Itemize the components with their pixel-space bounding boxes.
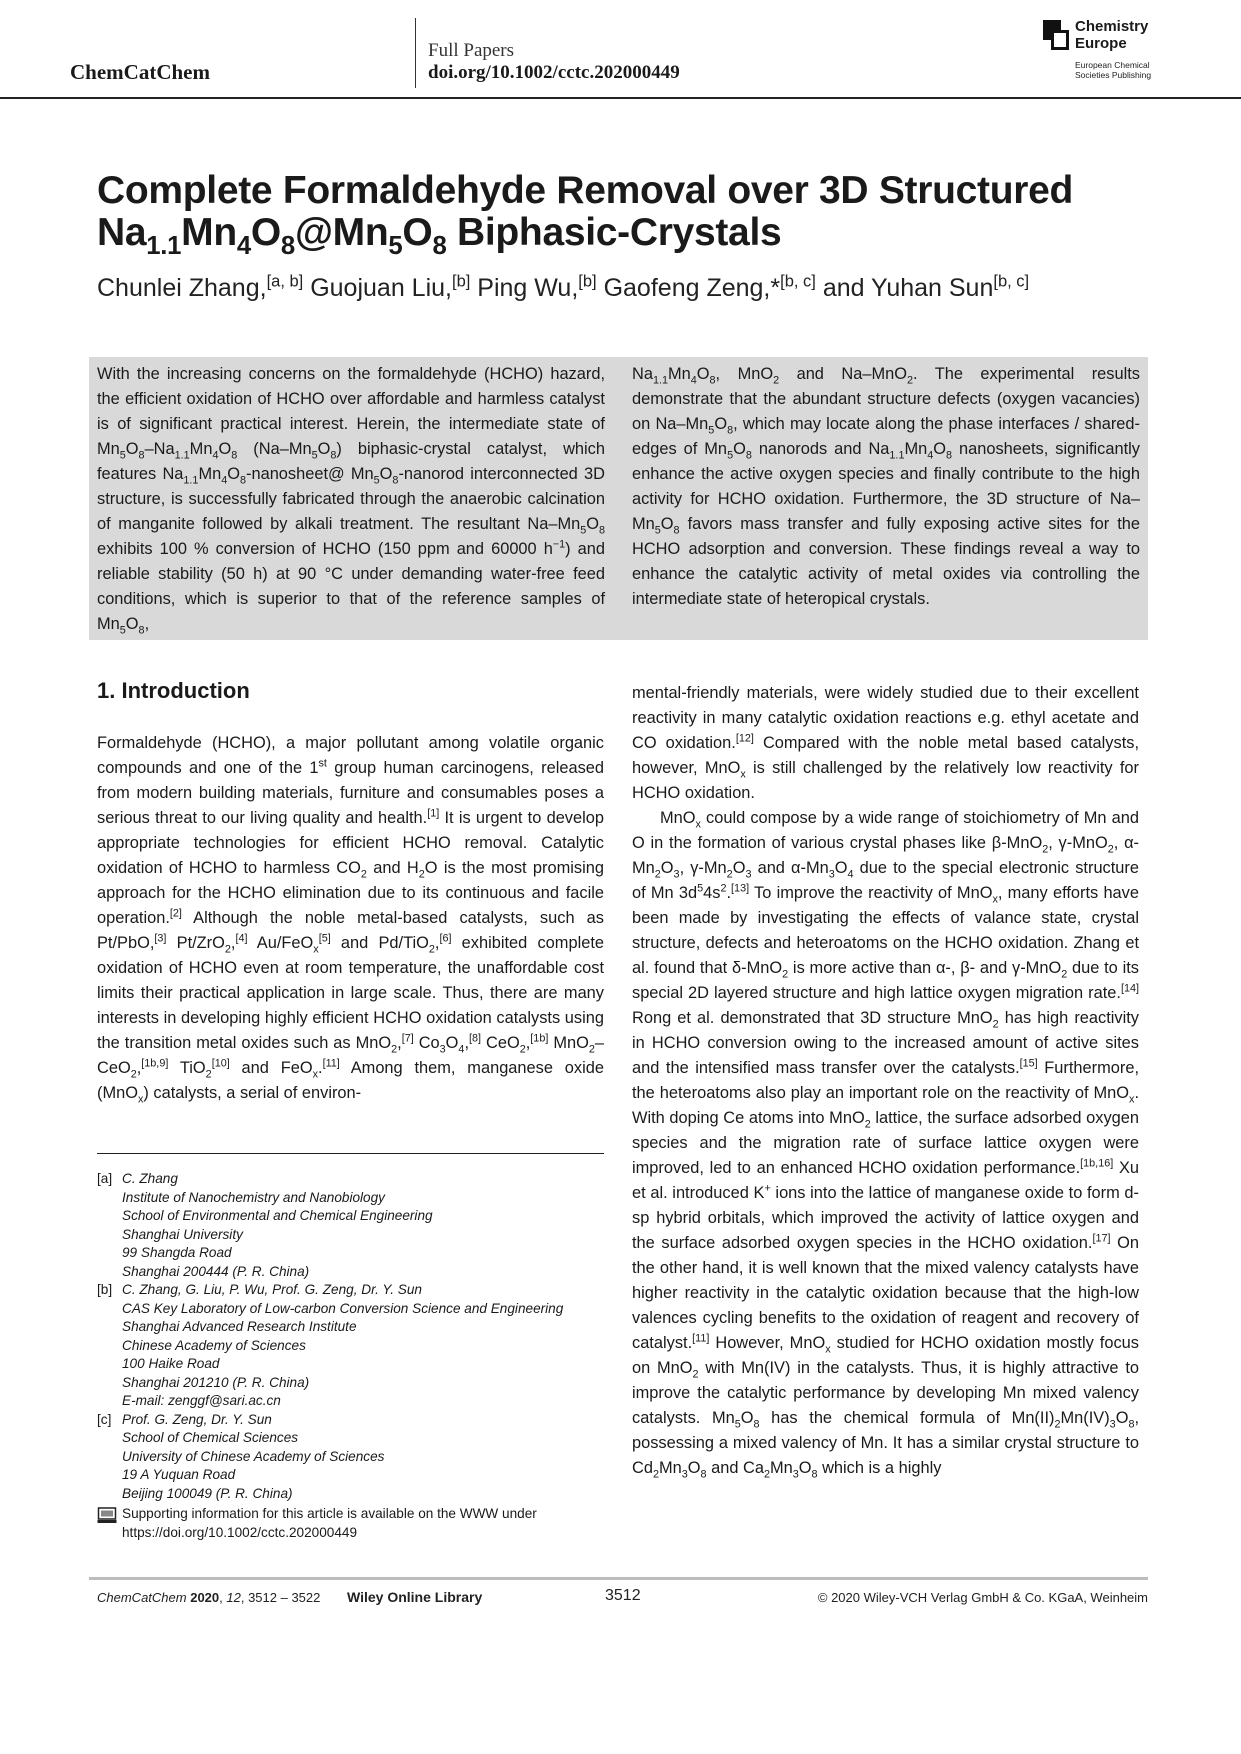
affiliation-block [97, 1170, 607, 1281]
doi-link[interactable]: doi.org/10.1002/cctc.202000449 [428, 62, 680, 83]
affiliation-label: [c] [97, 1411, 112, 1427]
affiliation-label: [b] [97, 1282, 113, 1297]
affiliation-label: [a] [97, 1171, 113, 1186]
abstract-right-column: $Na_{1.1}Mn_4O_8$, MnO$_2$ and Na–MnO$_2$. The experimental results demonstrate that the abundant structure defects (oxygen vacancies) on $Na-Mn_5O_8$, which may locate along the phase interfaces / shared-edges of $Mn_5O_8$ nanorods and $Na_{1.1}Mn_4O_8$ nanosheets, significantly enhance the active oxygen species and finally contribute to the high activity for HCHO oxidation. Furthermore, the 3D structure of $Na-Mn_5O_8$ favors mass transfer and fully exposing active sites for the HCHO adsorption and conversion. These findings reveal a way to enhance the catalytic activity of metal oxides via controlling the intermediate state of heteropical crystals. [632, 365, 1140, 608]
affiliation-line: Prof. G. Zeng, Dr. Y. Sun [122, 1411, 272, 1427]
wiley-online-library-link[interactable]: Wiley Online Library [347, 1589, 483, 1605]
supporting-info-text: Supporting information for this article is available on the WWW under https://doi.org/10.1002/cctc.202000449 [122, 1506, 537, 1540]
footer-rule [89, 1577, 1148, 1580]
paragraph: Formaldehyde (HCHO), a major pollutant among volatile organic compounds and one of the 1st group human carcinogens, released from modern building materials, furniture and consumables poses a serious threat to our living quality and health.[1] It is urgent to develop appropriate technologies for efficient HCHO removal. Catalytic oxidation of HCHO to harmless $CO_2$ and $H_2O$ is the most promising approach for the HCHO elimination due to its continuous and facile operation.[2] Although the noble metal-based catalysts, such as Pt/PbO,[3] Pt/ZrO$_2$,[4] Au/FeO$_x$[5] and Pd/TiO$_2$,[6] exhibited complete oxidation of HCHO even at room temperature, the unaffordable cost limits their practical application in large scale. Thus, there are many interests in developing highly efficient HCHO oxidation catalysts using the transition metal oxides such as MnO$_2$,[7] $Co_3O_4,[8]$ CeO$_2$,[1b] MnO$_2$–CeO$_2$,[1b,9] TiO$_2$[10] and FeO$_x$.[11] Among them, manganese oxide (MnO$_x$) catalysts, a serial of environ- [97, 734, 604, 1106]
affiliation-line: CAS Key Laboratory of Low-carbon Conversion Science and Engineering [122, 1300, 564, 1316]
affiliation-line: Beijing 100049 (P. R. China) [122, 1485, 293, 1501]
affiliation-line: 99 Shangda Road [122, 1245, 232, 1260]
footer-citation: ChemCatChem 2020, 12, 3512 – 3522 [97, 1590, 321, 1605]
publisher-subtitle-line1: European Chemical [1075, 60, 1150, 70]
body-right-column [632, 681, 1139, 1481]
supporting-info-note [97, 1505, 607, 1542]
publisher-name-line2: Europe [1075, 35, 1127, 52]
affiliation-line: University of Chinese Academy of Sciences [122, 1448, 385, 1464]
affiliation-line: Chinese Academy of Sciences [122, 1337, 306, 1353]
header-rule [0, 97, 1241, 99]
affiliation-line: 100 Haike Road [122, 1356, 220, 1371]
copyright-notice: © 2020 Wiley-VCH Verlag GmbH & Co. KGaA, Weinheim [817, 1590, 1148, 1605]
affiliation-line: Institute of Nanochemistry and Nanobiology [122, 1189, 385, 1205]
paragraph: MnO$_x$ could compose by a wide range of stoichiometry of Mn and O in the formation of various crystal phases like β-MnO$_2$, γ-MnO$_2$, $\alpha-Mn_2O_3$, $\gamma-Mn_2O_3$ and $\alpha-Mn_3O_4$ due to the special electronic structure of Mn $3d^54s^2.[13]$ To improve the reactivity of MnO$_x$, many efforts have been made by investigating the effects of valance state, crystal structure, defects and heteroatoms on the HCHO oxidation. Zhang et al. found that δ-MnO$_2$ is more active than α-, β- and γ-MnO$_2$ due to its special 2D layered structure and high lattice oxygen migration rate.[14] Rong et al. demonstrated that 3D structure MnO$_2$ has high reactivity in HCHO conversion owing to the increased amount of active sites and the intensified mass transfer over the catalysts.[15] Furthermore, the heteroatoms also play an important role on the reactivity of MnO$_x$. With doping Ce atoms into MnO$_2$ lattice, the surface adsorbed oxygen species and the migration rate of surface lattice oxygen were improved, led to an enhanced HCHO oxidation performance.[1b,16] Xu et al. introduced K+ ions into the lattice of manganese oxide to form d-sp hybrid orbitals, which improved the activity of lattice oxygen and the surface adsorbed oxygen species in the HCHO oxidation.[17] On the other hand, it is well known that the mixed valency catalysts have higher reactivity in the catalytic oxidation because that the high-low valences cycling benefits to the oxidation of reagent and recovery of catalyst.[11] However, MnO$_x$ studied for HCHO oxidation mostly focus on MnO$_2$ with Mn(IV) in the catalysts. Thus, it is highly attractive to improve the catalytic performance by developing Mn mixed valency catalysts. $Mn_5O_8$ has the chemical formula of $Mn(II)_2Mn(IV)_3O_8$, possessing a mixed valency of Mn. It has a similar crystal structure to $Cd_2Mn_3O_8$ and $Ca_2Mn_3O_8$ which is a highly [632, 809, 1140, 1481]
affiliation-line: School of Environmental and Chemical Engineering [122, 1208, 433, 1223]
page-number: 3512 [605, 1587, 641, 1604]
affiliation-line: Shanghai University [122, 1226, 243, 1242]
affiliation-line: E-mail: zenggf@sari.ac.cn [122, 1393, 281, 1408]
publisher-subtitle-line2: Societies Publishing [1075, 70, 1152, 80]
paragraph: mental-friendly materials, were widely studied due to their excellent reactivity in many catalytic oxidation reactions e.g. ethyl acetate and CO oxidation.[12] Compared with the noble metal based catalysts, however, MnO$_x$ is still challenged by the relatively low reactivity for HCHO oxidation. [632, 684, 1139, 802]
article-type: Full Papers [428, 40, 515, 61]
affiliation-block [97, 1281, 607, 1411]
footnote-rule [97, 1153, 604, 1154]
author-list: Chunlei Zhang,[a, b] Guojuan Liu,[b] Ping Wu,[b] Gaofeng Zeng,*[b, c] and Yuhan Sun[b, c] [97, 272, 1030, 302]
affiliation-line: C. Zhang, G. Liu, P. Wu, Prof. G. Zeng, Dr. Y. Sun [122, 1282, 422, 1297]
affiliation-line: School of Chemical Sciences [122, 1430, 299, 1445]
publisher-logo [1043, 18, 1183, 84]
body-left-column [97, 731, 604, 1106]
affiliation-line: Shanghai 200444 (P. R. China) [122, 1263, 310, 1279]
affiliation-line: Shanghai Advanced Research Institute [122, 1319, 357, 1334]
journal-name: ChemCatChem [70, 60, 210, 84]
affiliation-footnotes [97, 1170, 607, 1542]
computer-icon [97, 1507, 117, 1524]
affiliation-block [97, 1411, 607, 1504]
affiliation-line: C. Zhang [122, 1171, 178, 1186]
publisher-name-line1: Chemistry [1075, 18, 1149, 35]
header-divider [415, 18, 416, 88]
article-title: Complete Formaldehyde Removal over 3D Structured $Na_{1.1}Mn_4O_8@Mn_5O_8$ Biphasic-Crystals [97, 169, 1074, 260]
section-heading: 1. Introduction [97, 678, 250, 703]
affiliation-line: Shanghai 201210 (P. R. China) [122, 1374, 310, 1390]
chemistry-europe-logo-icon [1043, 20, 1069, 50]
affiliation-line: 19 A Yuquan Road [122, 1467, 236, 1482]
abstract-left-column: With the increasing concerns on the formaldehyde (HCHO) hazard, the efficient oxidation of HCHO over affordable and harmless catalyst is of significant practical interest. Herein, the intermediate state of $Mn_5O_8-Na_{1.1}Mn_4O_8$ $(Na-Mn_5O_8)$ biphasic-crystal catalyst, which features $Na_{1.1}Mn_4O_8-nanosheet@$ $Mn_5O_8$-nanorod interconnected 3D structure, is successfully fabricated through the anaerobic calcination of manganite followed by alkali treatment. The resultant $Na-Mn_5O_8$ exhibits 100 % conversion of HCHO (150 ppm and 60000 $h^{-1}$) and reliable stability (50 h) at 90 °C under demanding water-free feed conditions, which is superior to that of the reference samples of $Mn_5O_8$, [97, 365, 606, 637]
